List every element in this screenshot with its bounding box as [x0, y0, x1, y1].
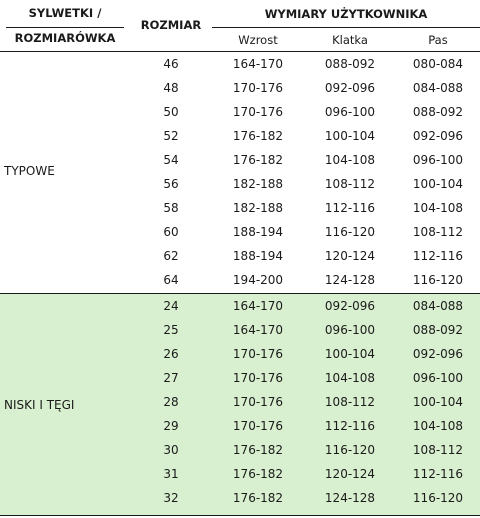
table-row: [0, 463, 480, 485]
size-cell: 58: [163, 201, 179, 215]
waist-cell: 100-104: [412, 395, 464, 409]
waist-cell: 084-088: [412, 299, 464, 313]
waist-cell: 100-104: [412, 177, 464, 191]
size-cell: 28: [163, 395, 179, 409]
size-cell: 31: [163, 467, 179, 481]
waist-cell: 092-096: [412, 347, 464, 361]
group-typowe-label: TYPOWE: [4, 164, 55, 178]
header-silhouette-divider: [6, 27, 124, 28]
table-row: [0, 245, 480, 267]
waist-cell: 104-108: [412, 201, 464, 215]
height-cell: 170-176: [232, 81, 284, 95]
header-chest: Klatka: [332, 33, 368, 47]
height-cell: 176-182: [232, 467, 284, 481]
chest-cell: 088-092: [324, 57, 376, 71]
size-cell: 62: [163, 249, 179, 263]
size-cell: 46: [163, 57, 179, 71]
height-cell: 170-176: [232, 105, 284, 119]
waist-cell: 080-084: [412, 57, 464, 71]
header-measurements-divider: [212, 27, 480, 28]
waist-cell: 104-108: [412, 419, 464, 433]
table-row: [0, 391, 480, 413]
height-cell: 182-188: [232, 201, 284, 215]
height-cell: 170-176: [232, 395, 284, 409]
size-cell: 29: [163, 419, 179, 433]
waist-cell: 088-092: [412, 323, 464, 337]
table-row: [0, 343, 480, 365]
table-row: [0, 77, 480, 99]
table-row: [0, 269, 480, 291]
waist-cell: 116-120: [412, 273, 464, 287]
header-waist: Pas: [428, 33, 448, 47]
waist-cell: 116-120: [412, 491, 464, 505]
chest-cell: 112-116: [324, 419, 376, 433]
size-cell: 24: [163, 299, 179, 313]
table-row: [0, 367, 480, 389]
size-cell: 30: [163, 443, 179, 457]
waist-cell: 096-100: [412, 153, 464, 167]
chest-cell: 092-096: [324, 299, 376, 313]
height-cell: 188-194: [232, 225, 284, 239]
header-height: Wzrost: [238, 33, 278, 47]
table-row: [0, 295, 480, 317]
height-cell: 170-176: [232, 347, 284, 361]
chest-cell: 104-108: [324, 153, 376, 167]
header-silhouette-line2: ROZMIARÓWKA: [14, 31, 116, 45]
waist-cell: 112-116: [412, 467, 464, 481]
table-bottom-border: [0, 515, 480, 516]
table-row: [0, 319, 480, 341]
size-cell: 48: [163, 81, 179, 95]
size-cell: 26: [163, 347, 179, 361]
height-cell: 176-182: [232, 129, 284, 143]
height-cell: 164-170: [232, 323, 284, 337]
size-cell: 50: [163, 105, 179, 119]
chest-cell: 120-124: [324, 249, 376, 263]
chest-cell: 100-104: [324, 347, 376, 361]
header-size: ROZMIAR: [140, 18, 202, 32]
chest-cell: 108-112: [324, 177, 376, 191]
chest-cell: 120-124: [324, 467, 376, 481]
chest-cell: 100-104: [324, 129, 376, 143]
height-cell: 170-176: [232, 419, 284, 433]
chest-cell: 096-100: [324, 105, 376, 119]
group-niski-label: NISKI I TĘGI: [4, 398, 75, 412]
height-cell: 170-176: [232, 371, 284, 385]
chest-cell: 096-100: [324, 323, 376, 337]
waist-cell: 108-112: [412, 443, 464, 457]
height-cell: 182-188: [232, 177, 284, 191]
size-cell: 60: [163, 225, 179, 239]
waist-cell: 096-100: [412, 371, 464, 385]
height-cell: 176-182: [232, 491, 284, 505]
table-row: [0, 487, 480, 509]
size-cell: 25: [163, 323, 179, 337]
waist-cell: 088-092: [412, 105, 464, 119]
chest-cell: 104-108: [324, 371, 376, 385]
size-cell: 54: [163, 153, 179, 167]
chest-cell: 108-112: [324, 395, 376, 409]
table-row: [0, 197, 480, 219]
table-row: [0, 101, 480, 123]
header-silhouette-line1: SYLWETKI /: [28, 6, 102, 20]
chest-cell: 124-128: [324, 491, 376, 505]
table-row: [0, 149, 480, 171]
header-user-measurements: WYMIARY UŻYTKOWNIKA: [264, 7, 428, 21]
chest-cell: 124-128: [324, 273, 376, 287]
table-row: [0, 173, 480, 195]
size-cell: 32: [163, 491, 179, 505]
table-row: [0, 415, 480, 437]
height-cell: 176-182: [232, 443, 284, 457]
chest-cell: 092-096: [324, 81, 376, 95]
size-cell: 64: [163, 273, 179, 287]
height-cell: 164-170: [232, 299, 284, 313]
size-cell: 27: [163, 371, 179, 385]
waist-cell: 112-116: [412, 249, 464, 263]
chest-cell: 116-120: [324, 443, 376, 457]
table-row: [0, 125, 480, 147]
waist-cell: 092-096: [412, 129, 464, 143]
height-cell: 194-200: [232, 273, 284, 287]
table-row: [0, 53, 480, 75]
height-cell: 164-170: [232, 57, 284, 71]
size-cell: 56: [163, 177, 179, 191]
height-cell: 176-182: [232, 153, 284, 167]
table-row: [0, 439, 480, 461]
chest-cell: 112-116: [324, 201, 376, 215]
table-row: [0, 221, 480, 243]
chest-cell: 116-120: [324, 225, 376, 239]
waist-cell: 108-112: [412, 225, 464, 239]
height-cell: 188-194: [232, 249, 284, 263]
waist-cell: 084-088: [412, 81, 464, 95]
size-cell: 52: [163, 129, 179, 143]
